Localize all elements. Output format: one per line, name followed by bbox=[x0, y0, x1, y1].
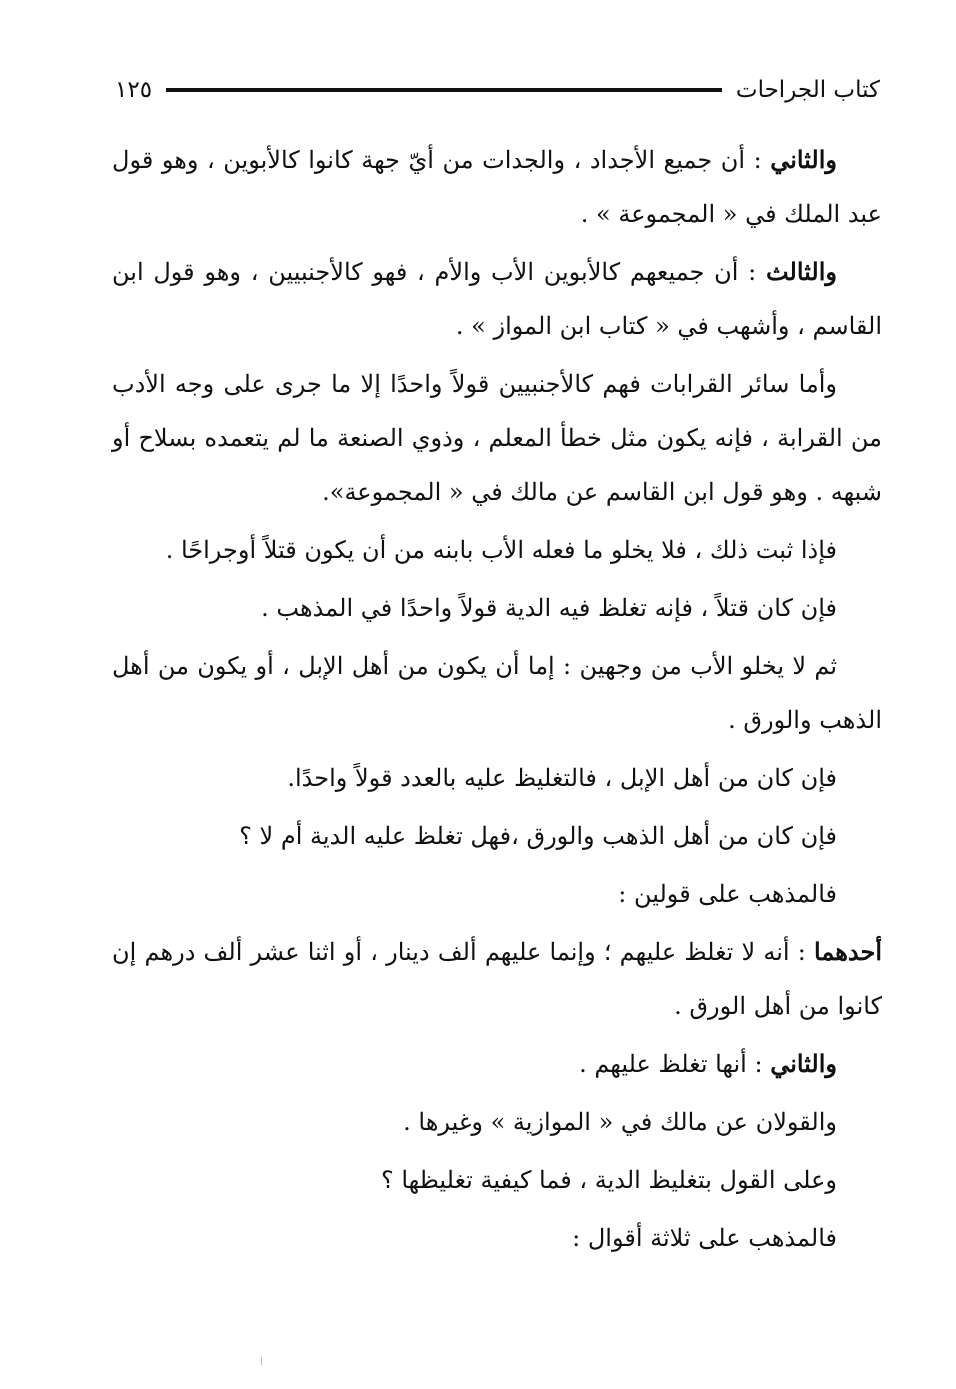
paragraph-text: والقولان عن مالك في « الموازية » وغيرها . bbox=[403, 1108, 837, 1136]
paragraph-11 bbox=[112, 1037, 882, 1091]
paragraph-2 bbox=[112, 245, 882, 353]
paragraph-14 bbox=[112, 1211, 882, 1265]
paragraph-8 bbox=[112, 809, 882, 863]
paragraph-lead: والثاني bbox=[770, 1049, 837, 1078]
paragraph-text: : أن جميع الأجداد ، والجدات من أيّ جهة كانوا كالأبوين ، وهو قول عبد الملك في « المجموعة » . bbox=[112, 146, 882, 228]
header-title: كتاب الجراحات bbox=[735, 77, 880, 103]
body-text bbox=[112, 133, 882, 1269]
paragraph-text: فالمذهب على قولين : bbox=[618, 880, 837, 908]
paragraph-1 bbox=[112, 133, 882, 241]
paragraph-text: ثم لا يخلو الأب من وجهين : إما أن يكون من أهل الإبل ، أو يكون من أهل الذهب والورق . bbox=[112, 652, 882, 734]
paragraph-lead: والثالث bbox=[765, 257, 837, 286]
paragraph-text: : أن جميعهم كالأبوين الأب والأم ، فهو كالأجنبيين ، وهو قول ابن القاسم ، وأشهب في « كتاب ابن المواز » . bbox=[112, 258, 882, 340]
paragraph-text: فإن كان من أهل الإبل ، فالتغليظ عليه بالعدد قولاً واحدًا. bbox=[287, 764, 837, 792]
paragraph-13 bbox=[112, 1153, 882, 1207]
paragraph-text: وأما سائر القرابات فهم كالأجنبيين قولاً واحدًا إلا ما جرى على وجه الأدب من القرابة ، فإنه يكون مثل خطأ المعلم ، وذوي الصنعة ما لم يتعمده بسلاح أو شبهه . وهو قول ابن القاسم عن مالك في « المجموعة». bbox=[112, 370, 882, 506]
running-header bbox=[115, 70, 880, 110]
paragraph-text: فإذا ثبت ذلك ، فلا يخلو ما فعله الأب بابنه من أن يكون قتلاً أوجراحًا . bbox=[165, 536, 837, 564]
paragraph-text: وعلى القول بتغليظ الدية ، فما كيفية تغليظها ؟ bbox=[380, 1166, 837, 1194]
header-rule bbox=[166, 88, 722, 92]
paragraph-text: : أنه لا تغلظ عليهم ؛ وإنما عليهم ألف دينار ، أو اثنا عشر ألف درهم إن كانوا من أهل الورق . bbox=[112, 938, 882, 1020]
paragraph-5 bbox=[112, 581, 882, 635]
scan-speck bbox=[261, 1357, 262, 1365]
paragraph-9 bbox=[112, 867, 882, 921]
paragraph-4 bbox=[112, 523, 882, 577]
paragraph-3 bbox=[112, 357, 882, 519]
paragraph-lead: والثاني bbox=[770, 145, 837, 174]
paragraph-lead: أحدهما bbox=[814, 937, 882, 966]
paragraph-6 bbox=[112, 639, 882, 747]
paragraph-text: فالمذهب على ثلاثة أقوال : bbox=[572, 1224, 837, 1252]
paragraph-text: فإن كان من أهل الذهب والورق ،فهل تغلظ عليه الدية أم لا ؟ bbox=[239, 822, 837, 850]
paragraph-text: : أنها تغلظ عليهم . bbox=[579, 1050, 771, 1078]
paragraph-text: فإن كان قتلاً ، فإنه تغلظ فيه الدية قولاً واحدًا في المذهب . bbox=[261, 594, 837, 622]
paragraph-12 bbox=[112, 1095, 882, 1149]
paragraph-7 bbox=[112, 751, 882, 805]
page-number: ١٢٥ bbox=[115, 77, 153, 103]
paragraph-10 bbox=[112, 925, 882, 1033]
